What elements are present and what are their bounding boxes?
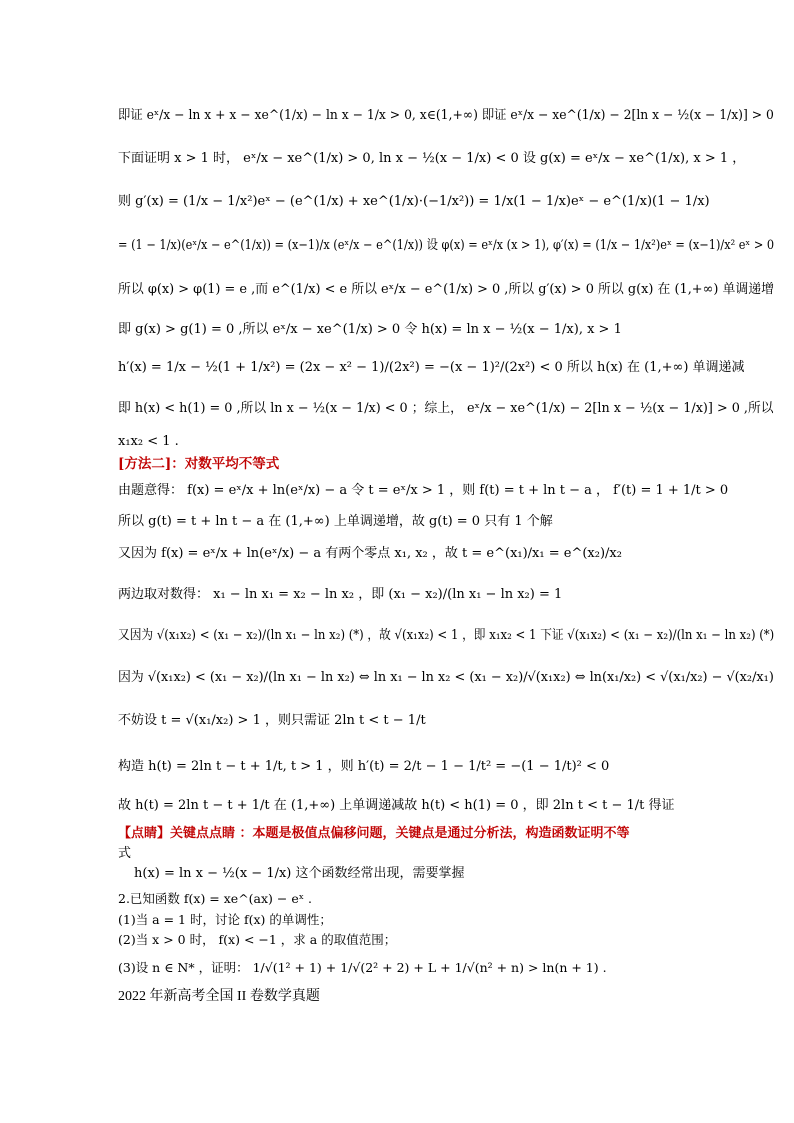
method2-line-2: 所以 g(t) = t + ln t − a 在 (1,+∞) 上单调递增，故 g(t) = 0 只有 1 个解 <box>118 514 553 529</box>
proof-line-6: 即 g(x) > g(1) = 0 ,所以 eˣ/x − xe^(1/x) > 0 令 h(x) = ln x − ½(x − 1/x), x > 1 <box>118 322 622 337</box>
proof-line-7: h′(x) = 1/x − ½(1 + 1/x²) = (2x − x² − 1)/(2x²) = −(x − 1)²/(2x²) < 0 所以 h(x) 在 (1,+∞) 单调递减 <box>118 360 745 375</box>
problem-part-3: (3)设 n ∈ N* ，证明： 1/√(1² + 1) + 1/√(2² + 2) + L + 1/√(n² + n) > ln(n + 1) . <box>118 960 607 975</box>
problem-part-2: (2)当 x > 0 时， f(x) < −1 ，求 a 的取值范围； <box>118 932 397 947</box>
proof-line-2: 下面证明 x > 1 时， eˣ/x − xe^(1/x) > 0, ln x − ½(x − 1/x) < 0 设 g(x) = eˣ/x − xe^(1/x), x > 1 ， <box>118 151 746 166</box>
key-point-note: 【点睛】关键点点睛 ：本题是极值点偏移问题，关键点是通过分析法，构造函数证明不等 <box>118 826 630 841</box>
proof-line-5: 所以 φ(x) > φ(1) = e ,而 e^(1/x) < e 所以 eˣ/x − e^(1/x) > 0 ,所以 g′(x) > 0 所以 g(x) 在 (1,+∞) 单调递增 <box>118 282 774 297</box>
method2-line-5: 又因为 √(x₁x₂) < (x₁ − x₂)/(ln x₁ − ln x₂) (*) ，故 √(x₁x₂) < 1 ，即 x₁x₂ < 1 下证 √(x₁x₂) < (x₁ − x₂)/(ln x₁ − ln x₂) (*) <box>118 628 775 643</box>
proof-line-4: = (1 − 1/x)(eˣ/x − e^(1/x)) = (x−1)/x (eˣ/x − e^(1/x)) 设 φ(x) = eˣ/x (x > 1), φ′(x) = (1/x − 1/x²)eˣ = (x−1)/x² eˣ > 0 <box>118 238 775 253</box>
method2-line-8: 构造 h(t) = 2ln t − t + 1/t, t > 1 ，则 h′(t) = 2/t − 1 − 1/t² = −(1 − 1/t)² < 0 <box>118 759 610 774</box>
method2-line-6: 因为 √(x₁x₂) < (x₁ − x₂)/(ln x₁ − ln x₂) ⇔ ln x₁ − ln x₂ < (x₁ − x₂)/√(x₁x₂) ⇔ ln(x₁/x₂) < √(x₁/x₂) − √(x₂/x₁) <box>118 670 774 685</box>
proof-line-1: 即证 eˣ/x − ln x + x − xe^(1/x) − ln x − 1/x > 0, x∈(1,+∞) 即证 eˣ/x − xe^(1/x) − 2[ln x − ½(x − 1/x)] > 0 <box>118 108 774 123</box>
key-point-note-cont: 式 <box>118 846 132 861</box>
proof-line-8: 即 h(x) < h(1) = 0 ,所以 ln x − ½(x − 1/x) < 0 ；综上， eˣ/x − xe^(1/x) − 2[ln x − ½(x − 1/x)] > 0 ,所以 <box>118 401 774 416</box>
method2-line-4: 两边取对数得： x₁ − ln x₁ = x₂ − ln x₂ ，即 (x₁ − x₂)/(ln x₁ − ln x₂) = 1 <box>118 587 563 602</box>
problem-part-1: (1)当 a = 1 时，讨论 f(x) 的单调性； <box>118 912 332 927</box>
exam-source: 2022 年新高考全国 II 卷数学真题 <box>118 989 320 1004</box>
method2-line-3: 又因为 f(x) = eˣ/x + ln(eˣ/x) − a 有两个零点 x₁, x₂ ，故 t = e^(x₁)/x₁ = e^(x₂)/x₂ <box>118 546 622 561</box>
method2-line-9: 故 h(t) = 2ln t − t + 1/t 在 (1,+∞) 上单调递减故 h(t) < h(1) = 0 ，即 2ln t < t − 1/t 得证 <box>118 798 675 813</box>
method2-line-1: 由题意得： f(x) = eˣ/x + ln(eˣ/x) − a 令 t = eˣ/x > 1 ，则 f(t) = t + ln t − a ， f′(t) = 1 + 1/t > 0 <box>118 483 729 498</box>
method2-line-7: 不妨设 t = √(x₁/x₂) > 1 ，则只需证 2ln t < t − 1/t <box>118 713 426 728</box>
problem-title: 2.已知函数 f(x) = xe^(ax) − eˣ . <box>118 891 312 906</box>
proof-line-3: 则 g′(x) = (1/x − 1/x²)eˣ − (e^(1/x) + xe^(1/x)·(−1/x²)) = 1/x(1 − 1/x)eˣ − e^(1/x)(1 − 1/x) <box>118 194 710 209</box>
method2-heading: [方法二]：对数平均不等式 <box>118 456 280 472</box>
key-point-function: h(x) = ln x − ½(x − 1/x) 这个函数经常出现，需要掌握 <box>134 866 465 881</box>
proof-line-9: x₁x₂ < 1 . <box>118 434 179 449</box>
